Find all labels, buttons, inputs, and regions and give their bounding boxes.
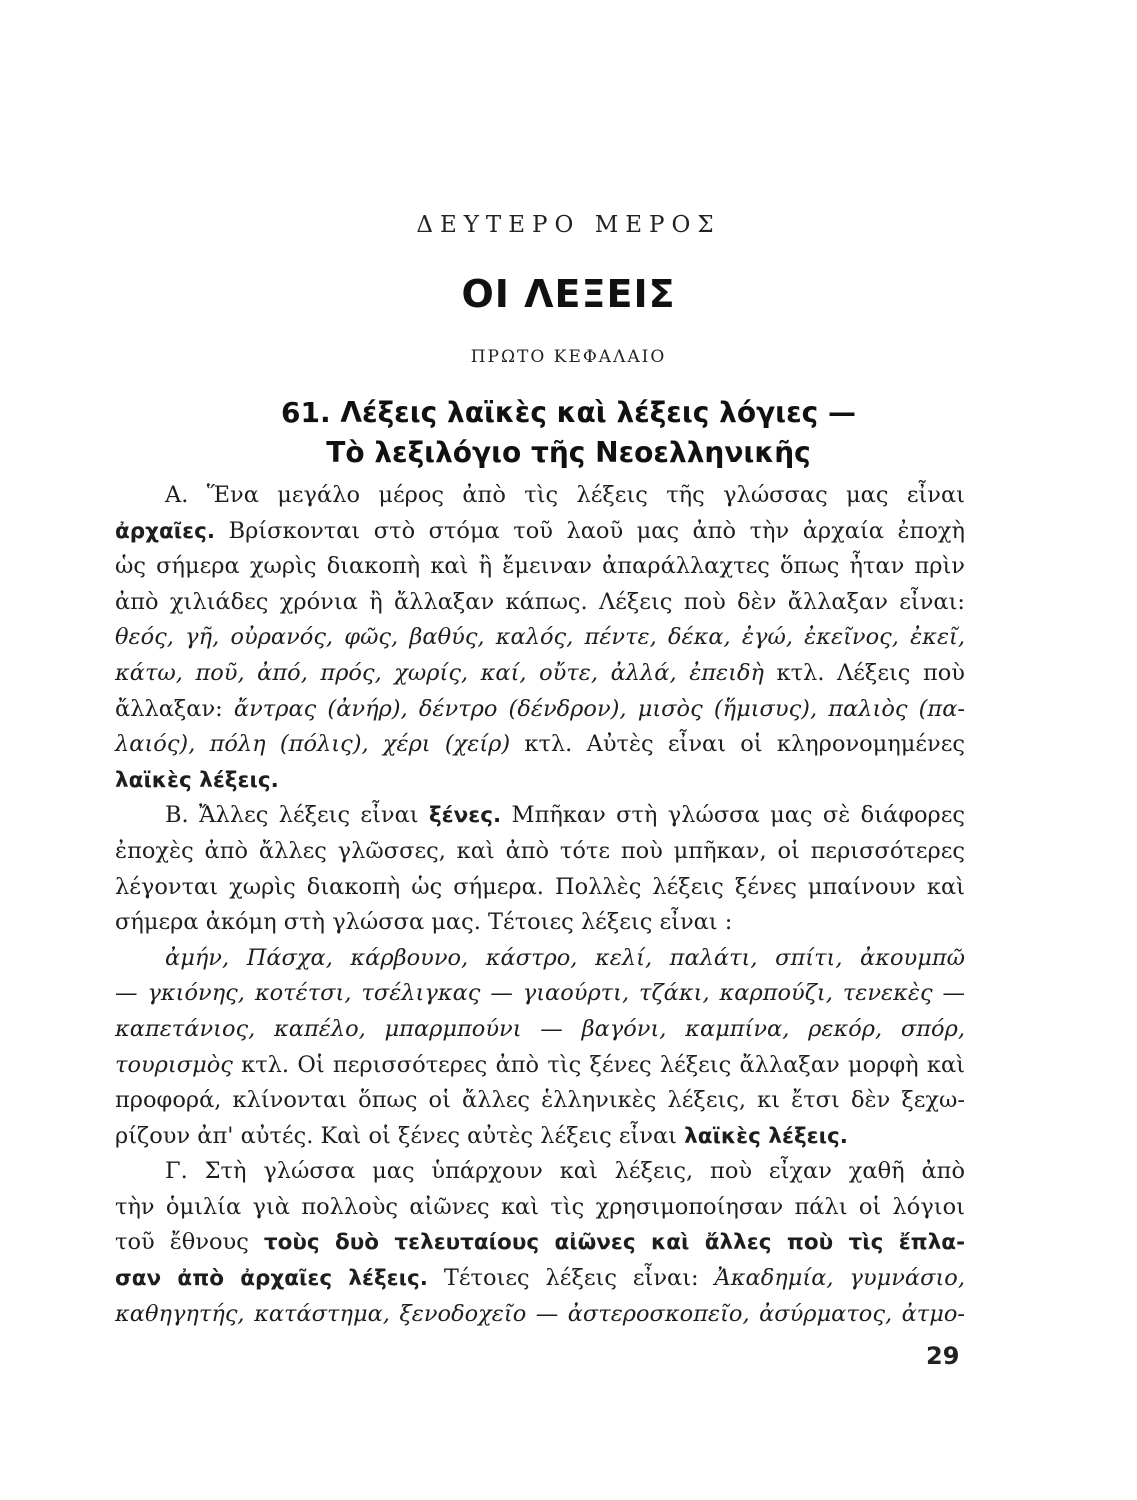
text-run: ρίζουν ἀπ' αὐτές. Καὶ οἱ ξένες αὐτὲς λέξεις εἶναι: [115, 1122, 685, 1149]
paragraph-c-line: [115, 1225, 965, 1261]
italic-words: Ἀκαδημία, γυμνάσιο,: [714, 1265, 965, 1292]
paragraph-b-line: καπετάνιος, καπέλο, μπαρμπούνι — βαγόνι, καμπίνα, ρεκόρ, σπόρ,: [115, 1015, 965, 1042]
italic-words: ἄντρας (ἀνήρ), δέντρο (δένδρον), μισὸς (ἥμισυς), παλιὸς (πα-: [233, 695, 966, 722]
italic-words: λαιός), πόλη (πόλις), χέρι (χείρ): [115, 731, 511, 758]
italic-words: τουρισμὸς: [115, 1051, 233, 1078]
text-run: Β. Ἄλλες λέξεις εἶναι: [165, 802, 429, 829]
paragraph-a-line: [115, 656, 965, 692]
paragraph-a-line: [115, 692, 965, 728]
bold-term: τοὺς δυὸ τελευταίους αἰῶνες καὶ ἄλλες ποὺ τὶς ἔπλα-: [263, 1230, 965, 1256]
text-run: Βρίσκονται στὸ στόμα τοῦ λαοῦ μας ἀπὸ τὴν ἀρχαία ἐποχὴ: [215, 517, 965, 544]
paragraph-a-line: θεός, γῆ, οὐρανός, φῶς, βαθύς, καλός, πέντε, δέκα, ἐγώ, ἐκεῖνος, ἐκεῖ,: [115, 624, 965, 651]
paragraph-a-line: ἀπὸ χιλιάδες χρόνια ἢ ἄλλαξαν κάπως. Λέξεις ποὺ δὲν ἄλλαξαν εἶναι:: [115, 588, 965, 615]
paragraph-b-line: [115, 1048, 965, 1084]
page-number: 29: [926, 1342, 960, 1370]
section-title-line-1: 61. Λέξεις λαϊκὲς καὶ λέξεις λόγιες —: [280, 396, 857, 429]
text-run: Τέτοιες λέξεις εἶναι:: [427, 1265, 715, 1292]
paragraph-c-line: Γ. Στὴ γλώσσα μας ὑπάρχουν καὶ λέξεις, ποὺ εἶχαν χαθῆ ἀπὸ: [165, 1158, 965, 1185]
paragraph-a-line: ὡς σήμερα χωρὶς διακοπὴ καὶ ἢ ἔμειναν ἀπαράλλαχτες ὅπως ἦταν πρὶν: [115, 553, 965, 580]
part-title: ΔΕΥΤΕΡΟ ΜΕΡΟΣ: [416, 212, 721, 238]
paragraph-b-line: [115, 798, 965, 834]
text-run: τοῦ ἔθνους: [115, 1229, 264, 1256]
paragraph-a-line: Α. Ἕνα μεγάλο μέρος ἀπὸ τὶς λέξεις τῆς γλώσσας μας εἶναι: [165, 482, 965, 508]
paragraph-c-line: καθηγητής, κατάστημα, ξενοδοχεῖο — ἀστεροσκοπεῖο, ἀσύρματος, ἀτμο-: [115, 1300, 965, 1327]
text-run: κτλ. Αὐτὲς εἶναι οἱ κληρονομημένες: [510, 731, 965, 758]
bold-term: λαϊκὲς λέξεις.: [684, 1123, 848, 1149]
paragraph-a-line: [115, 763, 965, 799]
paragraph-b-line: [115, 1119, 965, 1155]
section-title: [0, 393, 1137, 473]
paragraph-b-line: σήμερα ἀκόμη στὴ γλώσσα μας. Τέτοιες λέξεις εἶναι :: [115, 909, 733, 936]
paragraph-b-line: λέγονται χωρὶς διακοπὴ ὡς σήμερα. Πολλὲς λέξεις ξένες μπαίνουν καὶ: [115, 873, 965, 900]
paragraph-b-line: προφορά, κλίνονται ὅπως οἱ ἄλλες ἑλληνικὲς λέξεις, κι ἔτσι δὲν ξεχω-: [115, 1087, 965, 1114]
text-run: κτλ. Οἱ περισσότερες ἀπὸ τὶς ξένες λέξεις ἄλλαξαν μορφὴ καὶ: [232, 1051, 965, 1078]
paragraph-a-line: [115, 727, 965, 763]
body-text: [115, 478, 965, 1332]
bold-term: ξένες.: [428, 803, 502, 829]
text-run: κτλ. Λέξεις ποὺ: [763, 659, 965, 686]
bold-term: λαϊκὲς λέξεις.: [115, 767, 279, 793]
paragraph-b-line: ἐποχὲς ἀπὸ ἄλλες γλῶσσες, καὶ ἀπὸ τότε ποὺ μπῆκαν, οἱ περισσότερες: [115, 837, 965, 864]
bold-term: σαν ἀπὸ ἀρχαῖες λέξεις.: [115, 1266, 428, 1292]
paragraph-c-line: [115, 1261, 965, 1297]
main-title: ΟΙ ΛΕΞΕΙΣ: [461, 272, 676, 316]
paragraph-a-line: [115, 514, 965, 550]
text-run: Μπῆκαν στὴ γλώσσα μας σὲ διάφορες: [501, 802, 965, 829]
paragraph-b-line: — γκιόνης, κοτέτσι, τσέλιγκας — γιαούρτι, τζάκι, καρπούζι, τενεκὲς —: [115, 980, 965, 1007]
paragraph-b-line: ἀμήν, Πάσχα, κάρβουνο, κάστρο, κελί, παλάτι, σπίτι, ἀκουμπῶ: [165, 944, 965, 971]
italic-words: κάτω, ποῦ, ἀπό, πρός, χωρίς, καί, οὔτε, ἀλλά, ἐπειδὴ: [115, 659, 764, 686]
paragraph-c-line: τὴν ὁμιλία γιὰ πολλοὺς αἰῶνες καὶ τὶς χρησιμοποίησαν πάλι οἱ λόγιοι: [115, 1193, 965, 1220]
bold-term: ἀρχαῖες.: [115, 518, 216, 544]
chapter-title: ΠΡΩΤΟ ΚΕΦΑΛΑΙΟ: [470, 347, 667, 367]
section-title-line-2: Τὸ λεξιλόγιο τῆς Νεοελληνικῆς: [326, 436, 811, 469]
text-run: ἄλλαξαν:: [115, 695, 234, 722]
